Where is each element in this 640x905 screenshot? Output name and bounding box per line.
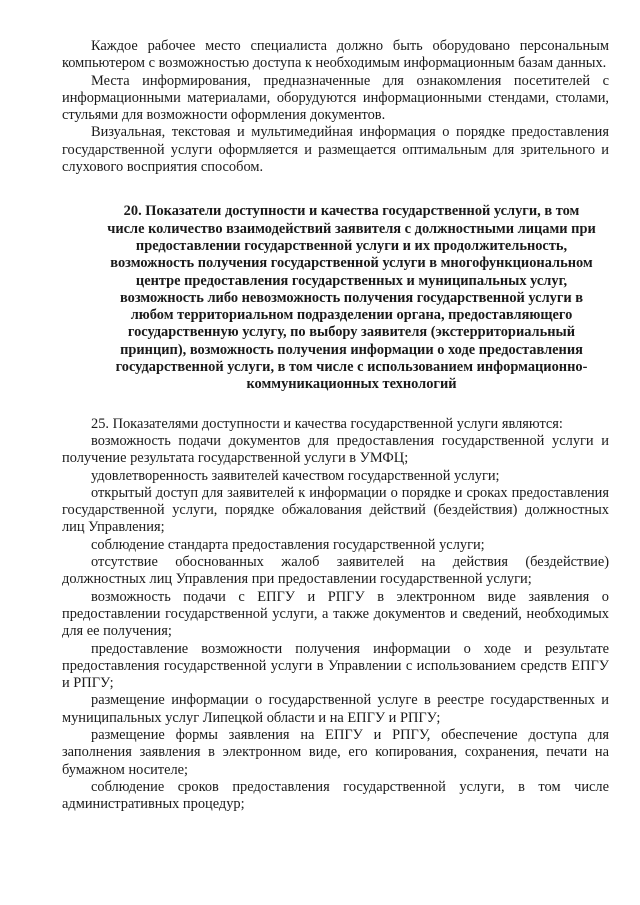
list-item: открытый доступ для заявителей к информации о порядке и сроках предоставления государственной услуги, порядке обжалования действий (бездействия) должностных лиц Управления; — [62, 484, 609, 536]
list-item: соблюдение сроков предоставления государственной услуги, в том числе административных процедур; — [62, 778, 609, 813]
section-spacer — [62, 394, 609, 416]
list-item: отсутствие обоснованных жалоб заявителей на действия (бездействие) должностных лиц Управления при предоставлении государственной услуги; — [62, 554, 609, 588]
list-item: предоставление возможности получения информации о ходе и результате предоставления государственной услуги в Управлении с использованием средств ЕПГУ и РПГУ; — [62, 640, 609, 692]
list-item: возможность подачи с ЕПГУ и РПГУ в электронном виде заявления о предоставлении государственной услуги, а также документов и сведений, необходимых для ее получения; — [62, 588, 609, 640]
section-heading: 20. Показатели доступности и качества государственной услуги, в том числе количество взаимодействий заявителя с должностными лицами при предоставлении государственной услуги и их продолжительность, возможность получения государственной услуги в многофункциональном центре предоставления государственных и муниципальных услуг, возможность либо невозможность получения государственной услуги в любом территориальном подразделении органа, предоставляющего государственную услугу, по выбору заявителя (экстерриториальный принцип), возможность получения информации о ходе предоставления государственной услуги, в том числе с использованием информационно-коммуникационных технологий — [107, 203, 596, 393]
intro-paragraph-visual-info: Визуальная, текстовая и мультимедийная информация о порядке предоставления государственной услуги оформляется и размещается оптимальным для зрительного и слухового восприятия способом. — [62, 124, 609, 176]
list-item: удовлетворенность заявителей качеством государственной услуги; — [91, 467, 500, 484]
intro-paragraph-workplace: Каждое рабочее место специалиста должно быть оборудовано персональным компьютером с возможностью доступа к необходимым информационным базам данных. — [62, 38, 609, 72]
list-item: размещение формы заявления на ЕПГУ и РПГУ, обеспечение доступа для заполнения заявления в электронном виде, его копирования, сохранения, печати на бумажном носителе; — [62, 726, 609, 778]
list-item: соблюдение стандарта предоставления государственной услуги; — [91, 536, 485, 553]
list-item: размещение информации о государственной услуге в реестре государственных и муниципальных услуг Липецкой области и на ЕПГУ и РПГУ; — [62, 692, 609, 726]
section-lead-paragraph: 25. Показателями доступности и качества государственной услуги являются: — [91, 415, 563, 432]
document-page — [62, 38, 609, 813]
list-item: возможность подачи документов для предоставления государственной услуги и получение результата государственной услуги в УМФЦ; — [62, 432, 609, 467]
intro-paragraph-info-places: Места информирования, предназначенные для ознакомления посетителей с информационными материалами, оборудуются информационными стендами, столами, стульями для возможности оформления документов. — [62, 72, 609, 124]
